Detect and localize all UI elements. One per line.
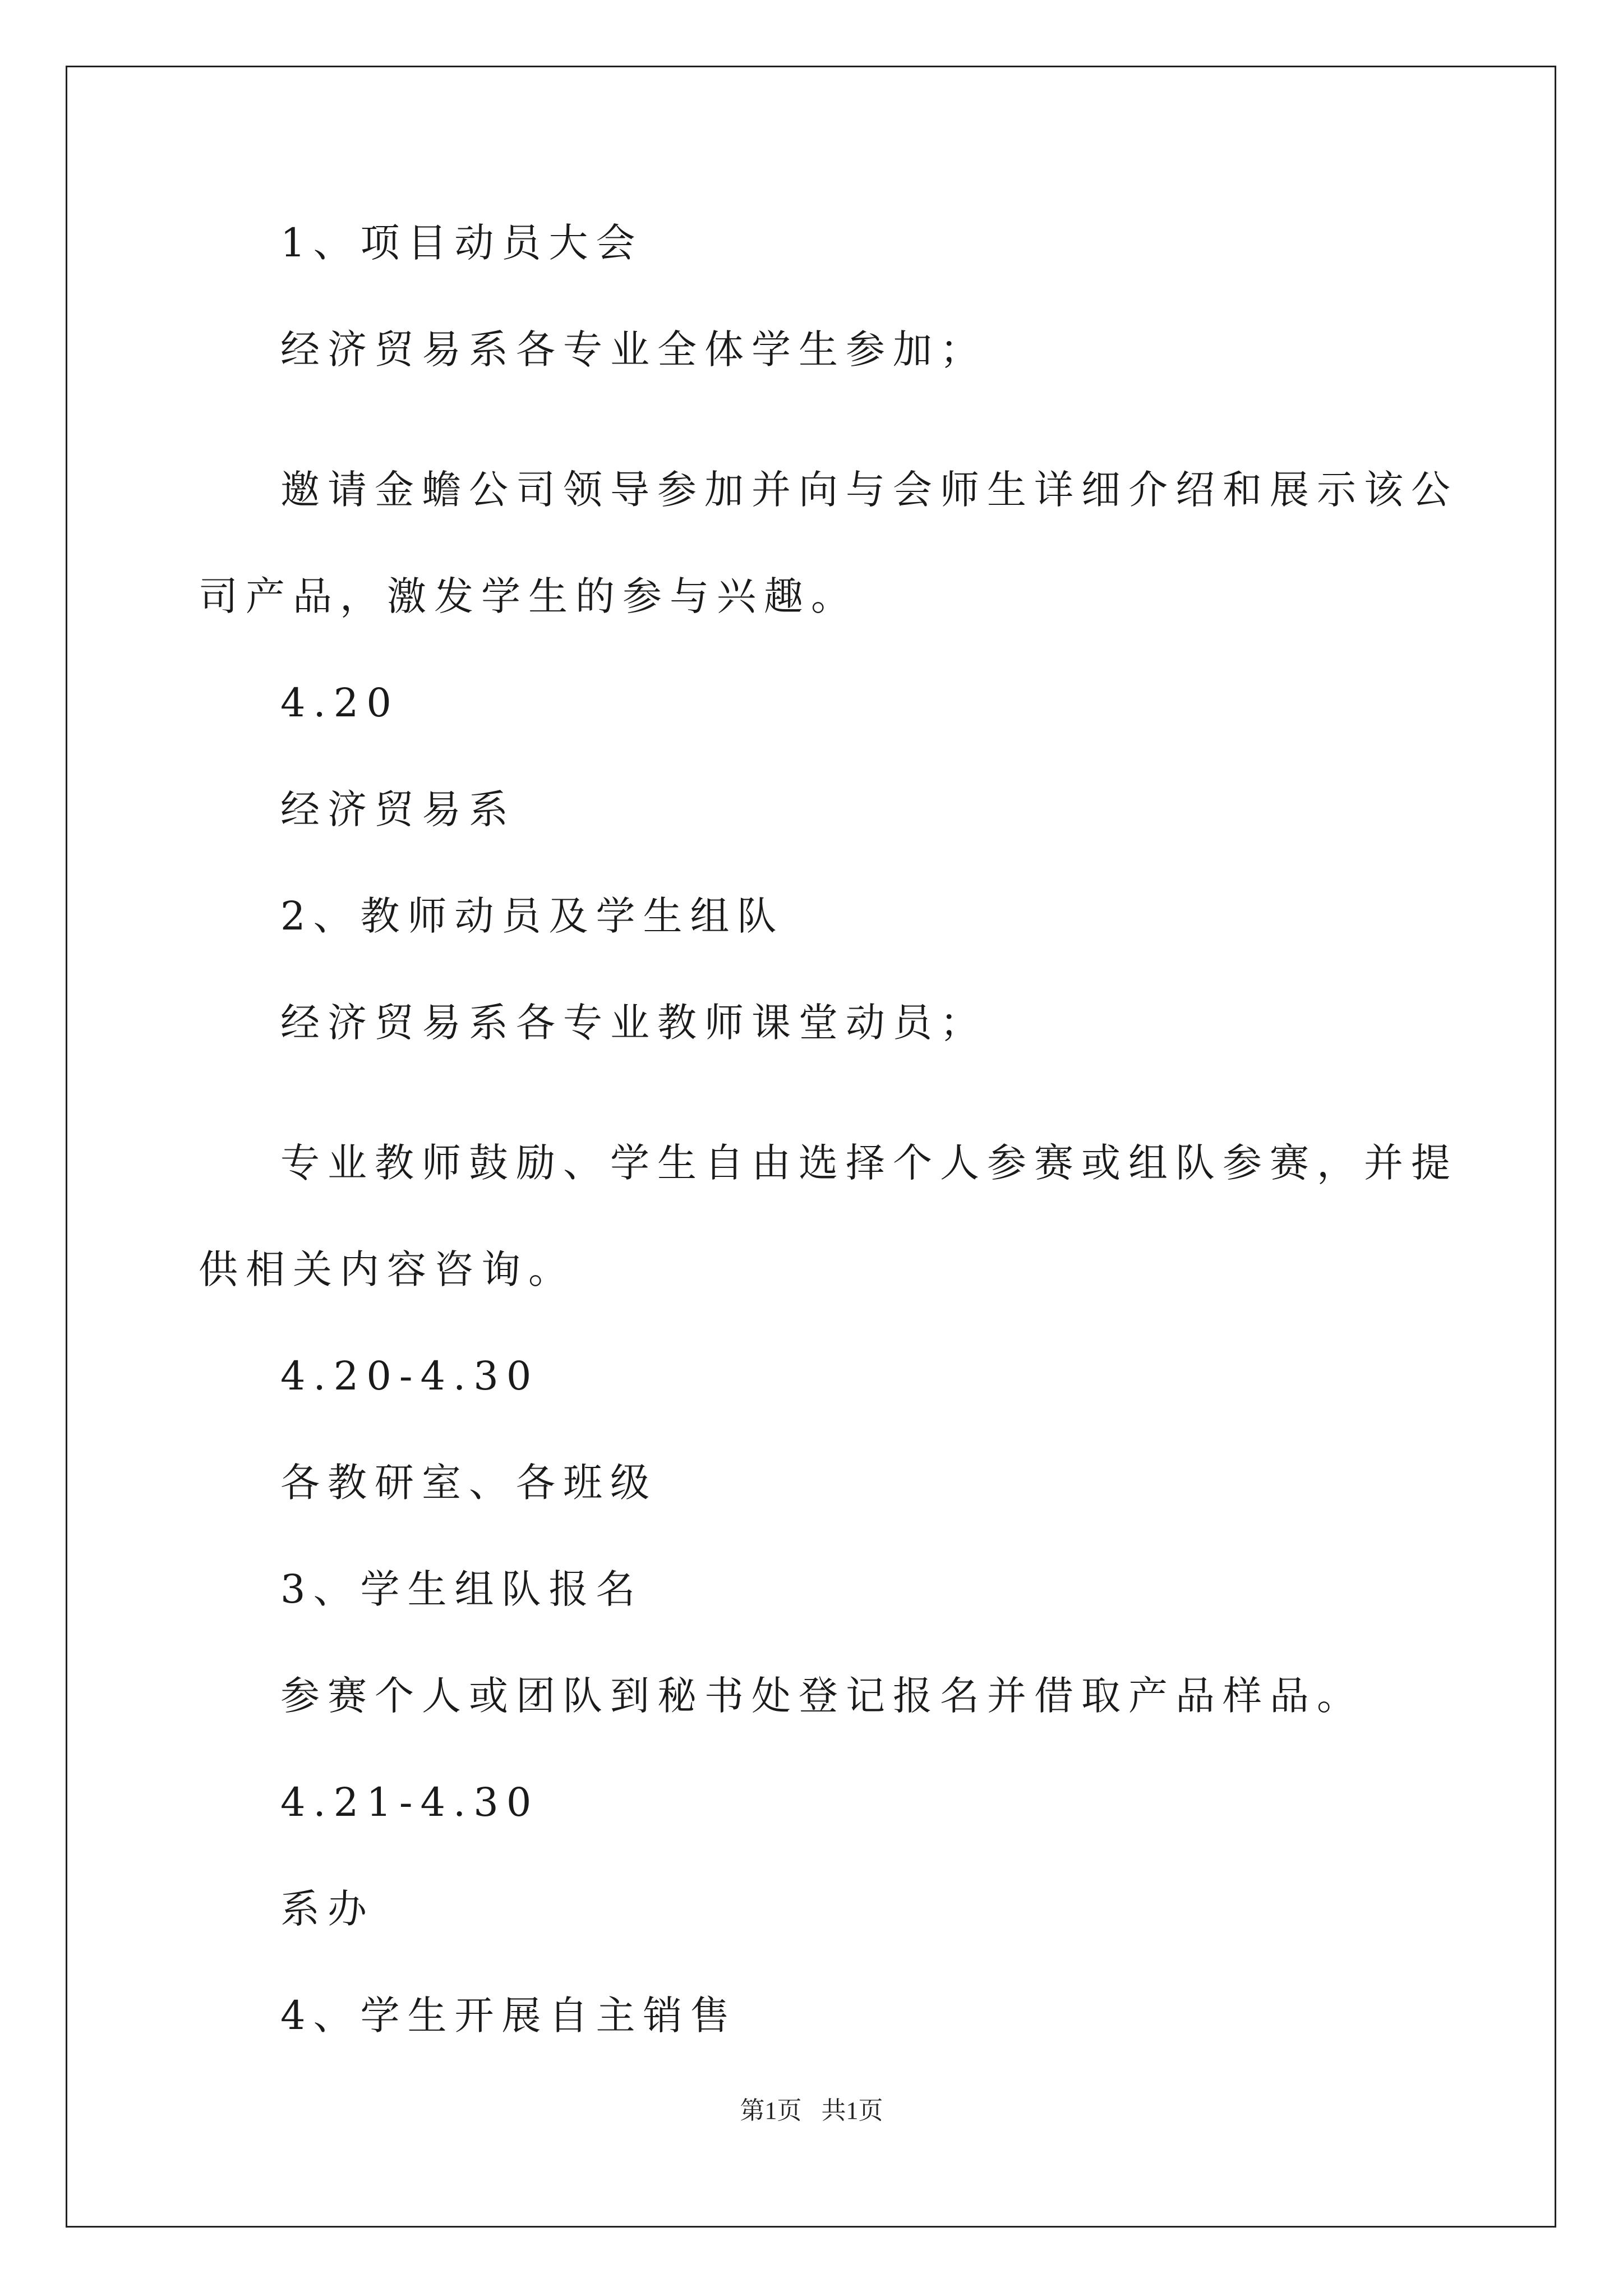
- paragraph: 经济贸易系各专业教师课堂动员；: [280, 1000, 987, 1046]
- department-text: 系办: [280, 1886, 375, 1932]
- date-text: 4.20-4.30: [280, 1353, 540, 1399]
- paragraph: 参赛个人或团队到秘书处登记报名并借取产品样品。: [280, 1673, 1364, 1719]
- heading-item-1: 1、项目动员大会: [280, 220, 643, 266]
- heading-item-4: 4、学生开展自主销售: [280, 1993, 737, 2039]
- heading-item-2: 2、教师动员及学生组队: [280, 893, 785, 939]
- paragraph: 邀请金蟾公司领导参加并向与会师生详细介绍和展示该公司产品，激发学生的参与兴趣。: [199, 467, 1458, 619]
- department-text: 经济贸易系: [280, 786, 516, 832]
- document-body: [199, 220, 1472, 2102]
- paragraph: 经济贸易系各专业全体学生参加；: [280, 326, 987, 372]
- page-total: 共1页: [821, 2097, 883, 2124]
- page-number: 第1页: [740, 2097, 802, 2124]
- department-text: 各教研室、各班级: [280, 1460, 657, 1506]
- date-text: 4.20: [280, 680, 399, 726]
- date-text: 4.21-4.30: [280, 1779, 540, 1825]
- heading-item-3: 3、学生组队报名: [280, 1566, 643, 1612]
- paragraph: 专业教师鼓励、学生自由选择个人参赛或组队参赛，并提供相关内容咨询。: [199, 1140, 1458, 1292]
- page-footer: [0, 2090, 1623, 2126]
